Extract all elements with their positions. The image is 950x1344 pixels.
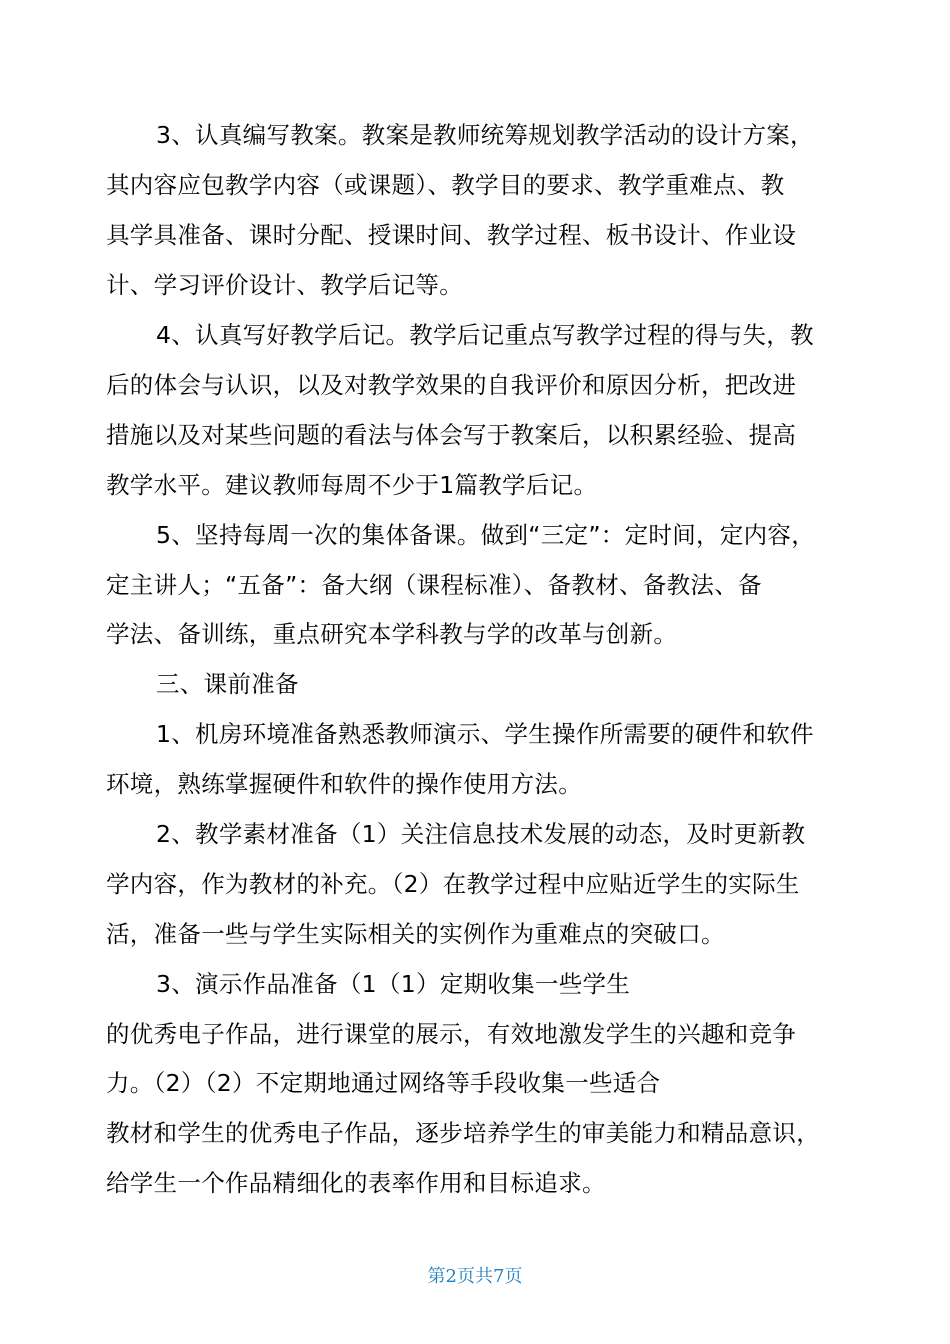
section-heading: 三、课前准备 bbox=[156, 670, 299, 698]
paragraph-3-line-1: 5、坚持每周一次的集体备课。做到“三定”：定时间，定内容， bbox=[156, 521, 815, 549]
paragraph-3-line-2: 定主讲人；“五备”：备大纲（课程标准）、备教材、备教法、备 bbox=[106, 571, 762, 599]
paragraph-2-line-3: 措施以及对某些问题的看法与体会写于教案后，以积累经验、提高 bbox=[106, 421, 797, 449]
paragraph-6-line-1: 3、演示作品准备（1（1）定期收集一些学生 bbox=[156, 970, 631, 998]
paragraph-5-line-1: 2、教学素材准备（1）关注信息技术发展的动态，及时更新教 bbox=[156, 820, 806, 848]
paragraph-5-line-3: 活，准备一些与学生实际相关的实例作为重难点的突破口。 bbox=[106, 920, 725, 948]
paragraph-6-line-5: 给学生一个作品精细化的表率作用和目标追求。 bbox=[106, 1169, 606, 1197]
paragraph-1-line-1: 3、认真编写教案。教案是教师统筹规划教学活动的设计方案， bbox=[156, 121, 814, 149]
paragraph-2-line-2: 后的体会与认识，以及对教学效果的自我评价和原因分析，把改进 bbox=[106, 371, 797, 399]
paragraph-3-line-3: 学法、备训练，重点研究本学科教与学的改革与创新。 bbox=[106, 620, 678, 648]
paragraph-5-line-2: 学内容，作为教材的补充。（2）在教学过程中应贴近学生的实际生 bbox=[106, 870, 800, 898]
paragraph-6-line-4: 教材和学生的优秀电子作品，逐步培养学生的审美能力和精品意识， bbox=[106, 1119, 820, 1147]
paragraph-4-line-1: 1、机房环境准备熟悉教师演示、学生操作所需要的硬件和软件 bbox=[156, 720, 814, 748]
paragraph-6-line-3: 力。（2）（2）不定期地通过网络等手段收集一些适合 bbox=[106, 1069, 661, 1097]
page-number-footer: 第2页共7页 bbox=[427, 1266, 523, 1287]
paragraph-2-line-4: 教学水平。建议教师每周不少于1篇教学后记。 bbox=[106, 471, 598, 499]
paragraph-1-line-3: 具学具准备、课时分配、授课时间、教学过程、板书设计、作业设 bbox=[106, 221, 797, 249]
paragraph-1-line-2: 其内容应包教学内容（或课题）、教学目的要求、教学重难点、教 bbox=[106, 171, 785, 199]
paragraph-6-line-2: 的优秀电子作品，进行课堂的展示，有效地激发学生的兴趣和竞争 bbox=[106, 1020, 797, 1048]
paragraph-4-line-2: 环境，熟练掌握硬件和软件的操作使用方法。 bbox=[106, 770, 582, 798]
paragraph-1-line-4: 计、学习评价设计、教学后记等。 bbox=[106, 271, 463, 299]
paragraph-2-line-1: 4、认真写好教学后记。教学后记重点写教学过程的得与失，教 bbox=[156, 321, 814, 349]
